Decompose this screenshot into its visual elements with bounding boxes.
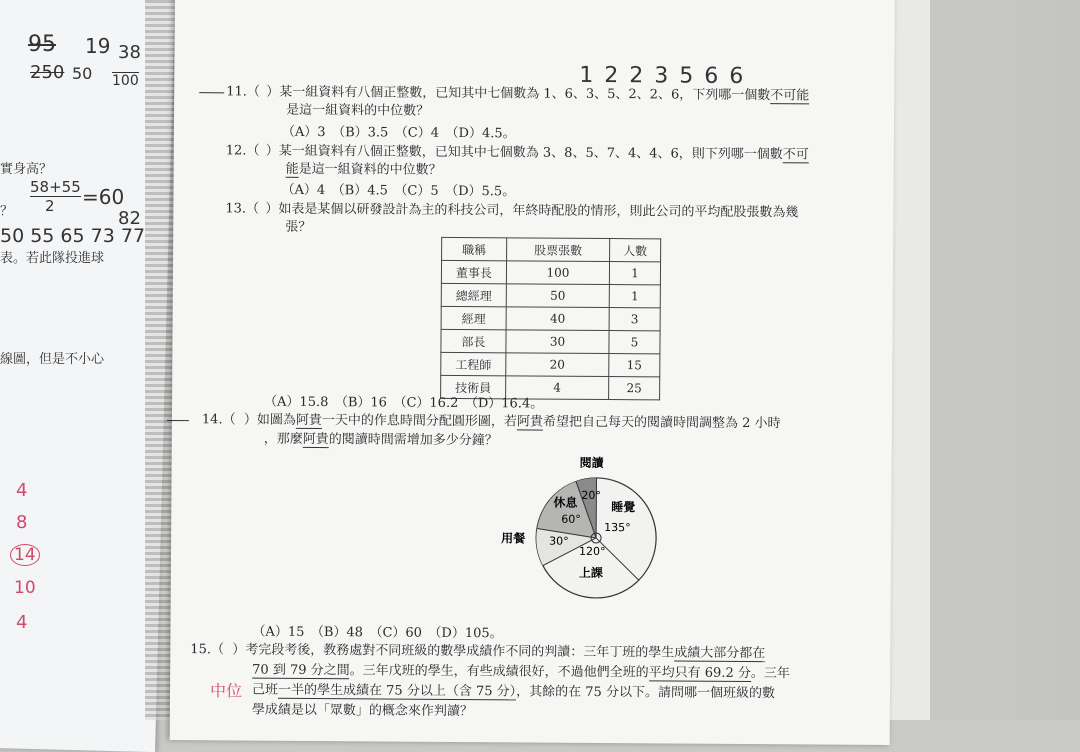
row-people: 3 [609, 308, 660, 331]
row-people: 1 [609, 262, 660, 285]
q14-options: （A）15 （B）48 （C）60 （D）105。 [252, 621, 502, 642]
answer-dash-11 [199, 92, 224, 93]
row-title: 經理 [441, 306, 506, 329]
daily-schedule-pie-chart [481, 452, 682, 613]
pie-angle-sleep: 135° [604, 521, 631, 534]
note-row-numbers: 50 55 65 73 77 [0, 225, 145, 247]
pie-label-sleep: 睡覺 [611, 499, 635, 514]
note-fraction-top: 58+55 [30, 178, 81, 197]
note-100: 100 [112, 72, 139, 89]
note-sorted-numbers: 1 2 2 3 5 6 6 [579, 63, 745, 89]
note-eq-60: =60 [82, 185, 124, 209]
table-row [441, 306, 660, 331]
table-row [441, 352, 660, 377]
pie-angle-meal: 30° [549, 535, 569, 548]
row-shares: 50 [506, 284, 609, 308]
note-50: 50 [72, 64, 92, 83]
left-text-line4: 線圖，但是不小心 [0, 348, 104, 367]
q12-line2: 能是這一組資料的中位數？ [286, 161, 442, 180]
pie-label-meal: 用餐 [501, 530, 525, 545]
note-38: 38 [118, 42, 141, 63]
row-people: 1 [609, 285, 660, 308]
left-text-line3: 表。若此隊投進球 [0, 247, 104, 266]
note-250: 250 [30, 62, 64, 83]
q13-line2: 張？ [285, 219, 311, 237]
pie-angle-reading: 20° [581, 489, 601, 502]
q13-number: 13.（ [225, 200, 259, 218]
row-shares: 100 [506, 261, 609, 285]
answer-dash-14 [167, 420, 189, 421]
q15-line1: ）考完段考後，教務處對不同班級的數學成績作不同的判讀：三年丁班的學生成績大部分都在 [232, 641, 765, 663]
note-82: 82 [118, 208, 141, 229]
q15-number: 15.（ [190, 641, 224, 659]
q13-options: （A）15.8 （B）16 （C）16.2 （D）16.4。 [264, 391, 543, 412]
row-people: 15 [609, 354, 660, 377]
q12-line1: ）某一組資料有八個正整數，已知其中七個數為 3、8、5、7、4、4、6，則下列哪一個數不可 [266, 143, 809, 165]
q11-line2: 是這一組資料的中位數？ [286, 102, 429, 121]
row-shares: 20 [506, 353, 609, 377]
pie-label-reading: 閱讀 [580, 455, 605, 470]
q11-number: 11.（ [226, 83, 260, 101]
row-people: 25 [609, 377, 660, 400]
q11-line1: ）某一組資料有八個正整數，已知其中七個數為 1、6、3、5、2、2、6，下列哪一個數不可能 [266, 84, 809, 106]
q14-line1: ）如圖為阿貴一天中的作息時間分配圓形圖，若阿貴希望把自己每天的閱讀時間調整為 2 小時 [244, 411, 781, 433]
row-shares: 30 [506, 330, 609, 354]
answer-note-4: 10 [14, 578, 36, 598]
note-19: 19 [85, 34, 110, 58]
q14-line2: ，那麼阿貴的閱讀時間需增加多少分鐘？ [264, 431, 498, 451]
left-text-line1: 實身高？ [0, 158, 52, 177]
answer-note-2: 8 [16, 512, 27, 533]
pie-angle-rest: 60° [561, 513, 581, 526]
row-people: 5 [609, 331, 660, 354]
answer-note-1: 4 [16, 480, 27, 501]
q12-options: （A）4 （B）4.5 （C）5 （D）5.5。 [281, 179, 515, 200]
header-people: 人數 [610, 239, 661, 262]
row-title: 部長 [441, 329, 506, 352]
row-shares: 4 [506, 376, 609, 400]
q11-options: （A）3 （B）3.5 （C）4 （D）4.5。 [282, 121, 516, 142]
table-row [441, 260, 660, 285]
table-row [441, 329, 660, 354]
left-text-line2: ？ [0, 200, 13, 219]
main-worksheet-page [170, 0, 895, 745]
stock-distribution-table [440, 237, 661, 401]
table-header-row [442, 237, 661, 262]
answer-note-5: 4 [16, 612, 27, 633]
q15-line2: 70 到 79 分之間。三年戊班的學生，有些成績很好，不過他們全班的平均只有 69.2 分。三年 [252, 662, 790, 684]
pie-label-class: 上課 [579, 565, 603, 580]
pie-label-rest: 休息 [553, 495, 578, 510]
note-fraction-bottom: 2 [45, 197, 55, 215]
row-title: 技術員 [441, 375, 506, 398]
table-row [441, 283, 660, 308]
q14-number: 14.（ [202, 411, 236, 429]
row-title: 總經理 [441, 283, 506, 306]
pink-note-median: 中位 [210, 678, 242, 701]
q15-line4: 學成績是以「眾數」的概念來作判讀？ [252, 702, 473, 722]
answer-note-3-circled: 14 [10, 544, 40, 566]
header-title: 職稱 [442, 237, 507, 260]
q13-line1: ）如表是某個以研發設計為主的科技公司，年終時配股的情形，則此公司的平均配股張數為幾 [265, 201, 798, 223]
row-shares: 40 [506, 307, 609, 331]
row-title: 工程師 [441, 352, 506, 375]
pie-angle-class: 120° [579, 545, 606, 558]
q15-line3: 己班一半的學生成績在 75 分以上（含 75 分），其餘的在 75 分以下。請問哪一個班級的數 [252, 682, 775, 704]
row-title: 董事長 [441, 260, 506, 283]
header-shares: 股票張數 [507, 238, 610, 262]
q12-number: 12.（ [226, 142, 260, 160]
note-95: 95 [28, 32, 56, 57]
